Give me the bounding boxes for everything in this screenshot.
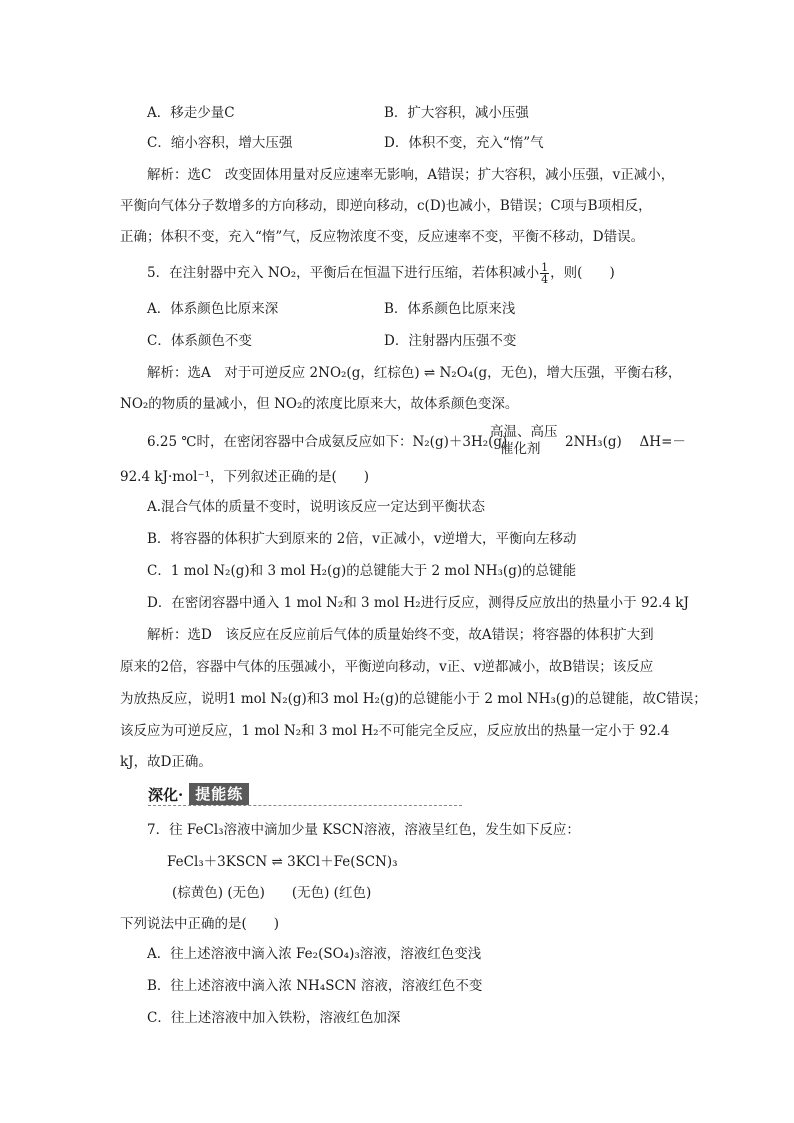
q4-option-b: B．扩大容积，减小压强 (384, 105, 529, 121)
q6-option-c: C．1 mol N₂(g)和 3 mol H₂(g)的总键能大于 2 mol NH₃(g)的总键能 (147, 563, 577, 579)
q6-condition-bottom: 催化剂 (500, 441, 541, 457)
q6-condition-top: 高温、高压 (490, 424, 558, 440)
q6-stem-line-1 (147, 432, 507, 452)
q5-answer-line-1: 解析：选A 对于可逆反应 2NO₂(g，红棕色) ⇌ N₂O₄(g，无色)，增大压强，平衡右移， (147, 365, 682, 381)
q4-option-c: C．缩小容积，增大压强 (147, 135, 293, 151)
section-divider (148, 805, 462, 806)
q7-option-b: B．往上述溶液中滴入浓 NH₄SCN 溶液，溶液红色不变 (147, 978, 483, 994)
q6-answer-line-3: 为放热反应，说明1 mol N₂(g)和3 mol H₂(g)的总键能小于 2 mol NH₃(g)的总键能，故C错误； (120, 691, 707, 707)
q7-option-a: A．往上述溶液中滴入浓 Fe₂(SO₄)₃溶液，溶液红色变浅 (147, 946, 482, 962)
q7-option-c: C．往上述溶液中加入铁粉，溶液红色加深 (147, 1010, 401, 1026)
section-header (148, 783, 249, 805)
q7-color-labels: (棕黄色) (无色) (无色) (红色) (172, 885, 372, 901)
section-header-title: 提能练 (189, 783, 249, 805)
q7-equation: FeCl₃＋3KSCN ⇌ 3KCl＋Fe(SCN)₃ (167, 854, 398, 870)
q5-fraction (540, 262, 549, 285)
q6-answer-line-4: 该反应为可逆反应，1 mol N₂和 3 mol H₂不可能完全反应，反应放出的热量一定小于 92.4 (120, 723, 670, 739)
q6-option-b: B．将容器的体积扩大到原来的 2倍，v正减小，v逆增大，平衡向左移动 (147, 531, 577, 547)
q5-option-d: D．注射器内压强不变 (384, 333, 517, 349)
q5-option-c: C．体系颜色不变 (147, 333, 252, 349)
q6-answer-line-5: kJ，故D正确。 (120, 754, 212, 770)
q5-stem (147, 262, 615, 285)
q5-answer-line-2: NO₂的物质的量减小，但 NO₂的浓度比原来大，故体系颜色变深。 (120, 396, 519, 412)
q6-stem-line-2: 92.4 kJ·mol⁻¹，下列叙述正确的是( ) (120, 469, 370, 485)
q4-answer-line-3: 正确；体积不变，充入“惰”气，反应物浓度不变，反应速率不变，平衡不移动，D错误。 (120, 229, 645, 245)
q6-answer-line-2: 原来的2倍，容器中气体的压强减小，平衡逆向移动，v正、v逆都减小，故B错误；该反应 (120, 659, 654, 675)
q5-stem-post: ，则( ) (550, 265, 615, 281)
q5-fraction-denominator: 4 (541, 273, 549, 286)
q6-option-d: D．在密闭容器中通入 1 mol N₂和 3 mol H₂进行反应，测得反应放出的热量小于 92.4 kJ (147, 595, 689, 611)
q6-stem-after-arrow: 2NH₃(g) ΔH=－ (565, 434, 686, 450)
q5-option-b: B．体系颜色比原来浅 (384, 301, 516, 317)
q4-option-d: D．体积不变，充入“惰”气 (384, 135, 544, 151)
q4-answer-line-2: 平衡向气体分子数增多的方向移动，即逆向移动，c(D)也减小，B错误；C项与B项相反， (120, 198, 652, 214)
q5-option-a: A．体系颜色比原来深 (147, 301, 279, 317)
q6-answer-line-1: 解析：选D 该反应在反应前后气体的质量始终不变，故A错误；将容器的体积扩大到 (147, 627, 654, 643)
q5-stem-pre: 5．在注射器中充入 NO₂，平衡后在恒温下进行压缩，若体积减小 (147, 265, 540, 281)
q5-fraction-numerator: 1 (541, 261, 549, 274)
q4-answer-line-1: 解析：选C 改变固体用量对反应速率无影响，A错误；扩大容积，减小压强，v正减小， (147, 167, 675, 183)
q4-option-a: A．移走少量C (147, 105, 235, 121)
q7-ask: 下列说法中正确的是( ) (120, 916, 280, 932)
section-header-prefix: 深化· (148, 785, 184, 804)
q6-stem-main: 6.25 ℃时，在密闭容器中合成氨反应如下：N₂(g)＋3H₂(g) (147, 434, 508, 450)
q6-option-a: A.混合气体的质量不变时，说明该反应一定达到平衡状态 (147, 499, 486, 515)
q7-stem: 7．往 FeCl₃溶液中滴加少量 KSCN溶液，溶液呈红色，发生如下反应： (147, 822, 580, 838)
